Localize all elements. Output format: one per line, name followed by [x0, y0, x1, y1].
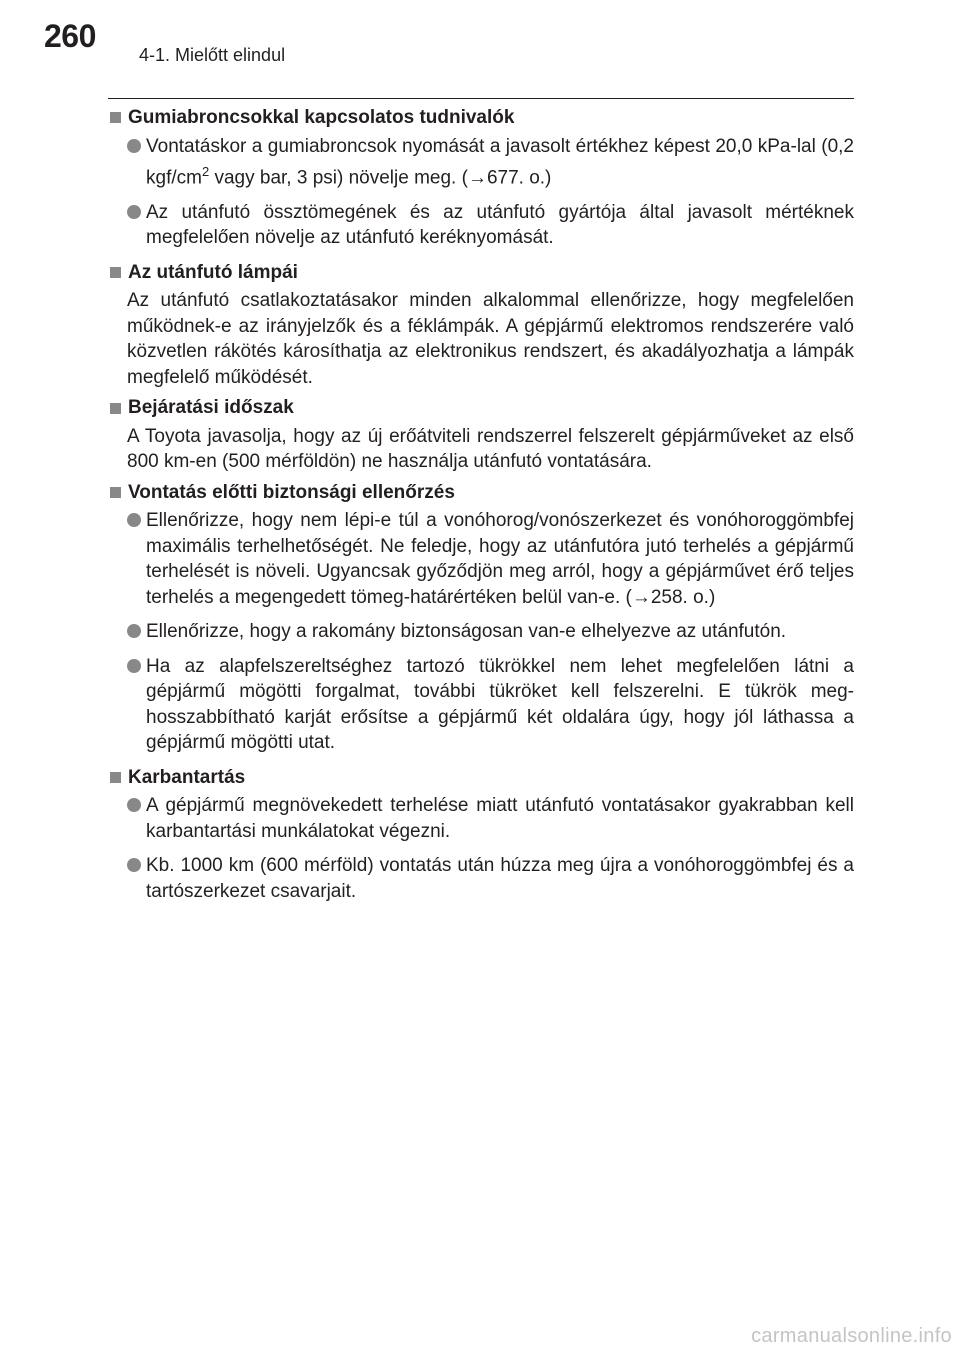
page-content: [108, 105, 854, 913]
watermark: carmanualsonline.info: [751, 1325, 952, 1347]
paragraph: A Toyota javasolja, hogy az új erőátviteli rendszerrel felszerelt gépjárműveket az első 800 km-en (500 mérföldön) ne használja utánfutó vontatására.: [127, 425, 854, 473]
bullet-item: [108, 654, 854, 756]
section-title: Karbantartás: [128, 766, 246, 788]
circle-bullet-icon: [127, 624, 141, 638]
section-title: Bejáratási időszak: [128, 397, 294, 419]
bullet-text: Vontatáskor a gumiabroncsok nyomását a javasolt értékhez képest 20,0 kPa-lal (0,2 kgf/$cm^2$ vagy bar, 3 psi) növelje meg. (→677. o.): [146, 135, 854, 189]
paragraph: Az utánfutó csatlakoztatásakor minden alkalommal ellenőrizze, hogy megfelelően működnek-e az irányjelzők és a féklámpák. A gépjármű elektromos rendszerére való közvetlen rákötés károsíthatja az elektronikus rendszert, és akadályozhatja a lámpák megfelelő működését.: [127, 290, 854, 388]
square-bullet-icon: [110, 772, 121, 783]
section-heading: [108, 480, 854, 506]
bullet-item: [108, 508, 854, 610]
circle-bullet-icon: [127, 659, 141, 673]
section-heading: [108, 105, 854, 131]
header-rule: [108, 98, 854, 99]
bullet-text: Az utánfutó össztömegének és az utánfutó gyártója által javasolt mértéknek megfelelően növelje az utánfutó keréknyomását.: [146, 201, 854, 249]
section-title: Gumiabroncsokkal kapcsolatos tudnivalók: [128, 107, 515, 128]
square-bullet-icon: [110, 487, 121, 498]
section-title: Vontatás előtti biztonsági ellenőrzés: [128, 481, 455, 503]
chapter-title: 4-1. Mielőtt elindul: [139, 45, 286, 65]
bullet-text: Ellenőrizze, hogy nem lépi-e túl a vonóhorog/vonószerkezet és vonóhoroggömbfej maximális terhelhetőségét. Ne feledje, hogy az utánfutóra jutó terhelés a gépjármű terhelését is növeli. Ugyancsak győződjön meg arról, hogy a gépjárművet érő teljes terhelés a megengedett tömeg-határértéken belül van-e. (→258. o.): [146, 510, 854, 608]
section-title: Az utánfutó lámpái: [128, 261, 298, 283]
arrow-icon: →: [467, 167, 487, 189]
page-number: 260: [44, 18, 96, 54]
page-reference-link[interactable]: 677. o.): [486, 167, 552, 189]
circle-bullet-icon: [127, 798, 141, 812]
circle-bullet-icon: [127, 139, 141, 153]
section-maintenance: [108, 765, 854, 905]
bullet-text: A gépjármű megnövekedett terhelése miatt utánfutó vontatásakor gyakrabban kell karbantartási munkálatokat végezni.: [146, 795, 854, 842]
square-bullet-icon: [110, 267, 121, 278]
page-reference-link[interactable]: 258. o.): [650, 586, 716, 608]
bullet-text: Ha az alapfelszereltséghez tartozó tükrökkel nem lehet megfelelően látni a gépjármű mögötti forgalmat, további tükröket kell felszerelni. E tükrök meghosszabbítható karját erősítse a gépjármű két oldalára úgy, hogy jól láthassa a gépjármű mögötti utat.: [146, 655, 854, 754]
section-tires: [108, 105, 854, 251]
section-heading: [108, 260, 854, 286]
section-break-in: [108, 395, 854, 475]
section-heading: [108, 395, 854, 421]
circle-bullet-icon: [127, 205, 141, 219]
arrow-icon: →: [631, 586, 651, 608]
circle-bullet-icon: [127, 858, 141, 872]
bullet-item: [108, 793, 854, 844]
section-trailer-lights: [108, 260, 854, 391]
section-safety-check: [108, 480, 854, 756]
bullet-item: [108, 134, 854, 191]
bullet-text: Ellenőrizze, hogy a rakomány biztonságosan van-e elhelyezve az utánfutón.: [146, 621, 787, 643]
section-heading: [108, 765, 854, 791]
bullet-item: [108, 200, 854, 251]
bullet-item: [108, 619, 854, 645]
bullet-text: Kb. 1000 km (600 mérföld) vontatás után húzza meg újra a vonóhoroggömbfej és a tartószerkezet csavarjait.: [146, 855, 854, 902]
bullet-item: [108, 853, 854, 904]
square-bullet-icon: [110, 112, 121, 123]
circle-bullet-icon: [127, 513, 141, 527]
square-bullet-icon: [110, 403, 121, 414]
